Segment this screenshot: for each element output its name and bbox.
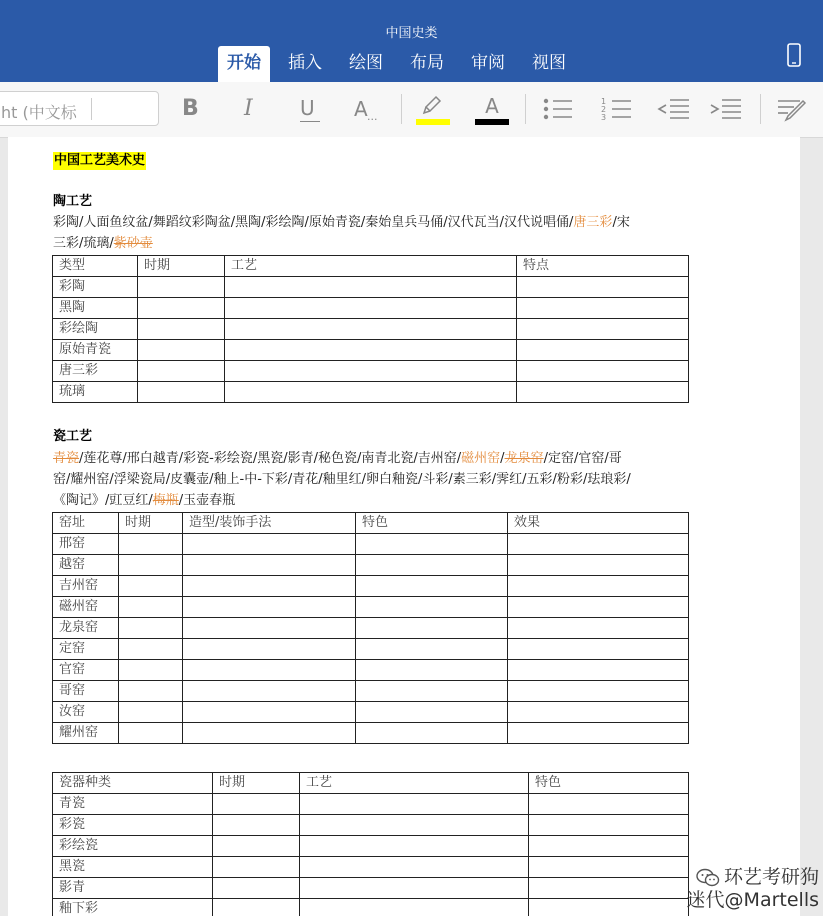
font-color-button[interactable] (475, 94, 509, 124)
table-cell (356, 555, 508, 576)
table-cell (183, 639, 356, 660)
porcelain-highlight: 磁州窑 (461, 451, 501, 466)
table-header-cell: 特色 (356, 513, 508, 534)
bold-button[interactable] (182, 94, 204, 124)
phone-view-icon[interactable] (787, 43, 801, 67)
table-cell (213, 878, 300, 899)
table-row (53, 639, 689, 660)
table-cell (138, 382, 225, 403)
toolbar-divider (525, 94, 526, 124)
font-color-swatch (475, 119, 509, 125)
table-cell (119, 660, 183, 681)
table-row (53, 361, 689, 382)
table-cell (356, 681, 508, 702)
table-cell (517, 298, 689, 319)
table-cell (119, 639, 183, 660)
ribbon-header (0, 0, 823, 82)
toolbar-divider (760, 94, 761, 124)
table-cell (138, 319, 225, 340)
porcelain-text: /莲花尊/邢白越青/彩瓷-彩绘瓷/黑瓷/影青/秘色瓷/南青北瓷/吉州窑/ (79, 451, 462, 466)
table-cell: 釉下彩 (53, 899, 213, 916)
table-cell (300, 836, 529, 857)
table-cell: 越窑 (53, 555, 119, 576)
table-cell (119, 555, 183, 576)
table-header-row (53, 256, 689, 277)
svg-text:3: 3 (601, 113, 607, 122)
table-row (53, 660, 689, 681)
numbered-list-button[interactable] (600, 94, 632, 124)
table-header-cell: 时期 (138, 256, 225, 277)
table-cell (183, 618, 356, 639)
table-header-cell: 特点 (517, 256, 689, 277)
table-cell (517, 319, 689, 340)
bold-icon: B (182, 96, 199, 121)
porcelain-line-1 (53, 448, 693, 469)
porcelain-type-table (52, 772, 689, 916)
table-row (53, 319, 689, 340)
pottery-highlight: 唐三彩 (573, 215, 613, 230)
pottery-text: 彩陶/人面鱼纹盆/舞蹈纹彩陶盆/黑陶/彩绘陶/原始青瓷/秦始皇兵马俑/汉代瓦当/汉代说唱俑/ (53, 215, 574, 230)
porcelain-slash: / (500, 451, 505, 466)
table-cell (529, 836, 689, 857)
table-row (53, 277, 689, 298)
table-row (53, 340, 689, 361)
table-cell (356, 660, 508, 681)
table-cell: 彩绘瓷 (53, 836, 213, 857)
document-page[interactable] (8, 137, 800, 916)
table-header-cell: 时期 (213, 773, 300, 794)
table-header-cell: 窑址 (53, 513, 119, 534)
table-cell (517, 361, 689, 382)
table-row (53, 702, 689, 723)
table-row (53, 298, 689, 319)
table-cell (213, 899, 300, 916)
table-cell: 黑陶 (53, 298, 138, 319)
table-cell (225, 382, 517, 403)
table-cell (225, 361, 517, 382)
pottery-text-2: 三彩/琉璃/ (53, 236, 114, 251)
bullet-list-button[interactable] (541, 94, 573, 124)
watermark-author: 环艺考研狗 (723, 866, 819, 888)
table-cell (183, 660, 356, 681)
font-name-field[interactable] (0, 91, 159, 126)
tab-view[interactable]: 视图 (532, 53, 566, 73)
table-cell (119, 618, 183, 639)
tab-insert[interactable]: 插入 (288, 53, 322, 73)
porcelain-text-3-end: /玉壶春瓶 (178, 493, 236, 508)
decrease-indent-button[interactable] (656, 94, 690, 124)
watermark (687, 866, 819, 912)
tab-review[interactable]: 审阅 (471, 53, 505, 73)
table-cell: 原始青瓷 (53, 340, 138, 361)
table-cell: 哥窑 (53, 681, 119, 702)
highlight-color-swatch (416, 119, 450, 125)
table-cell (213, 836, 300, 857)
table-cell (119, 597, 183, 618)
table-cell: 定窑 (53, 639, 119, 660)
table-cell (356, 723, 508, 744)
table-cell (138, 298, 225, 319)
table-cell (119, 681, 183, 702)
text-effects-icon: A (354, 97, 368, 121)
table-cell (300, 878, 529, 899)
table-header-cell: 工艺 (225, 256, 517, 277)
table-cell (225, 319, 517, 340)
table-cell (508, 576, 689, 597)
table-cell (183, 555, 356, 576)
tab-draw[interactable]: 绘图 (349, 53, 383, 73)
underline-icon: U (300, 94, 320, 122)
table-cell: 黑瓷 (53, 857, 213, 878)
table-cell (517, 382, 689, 403)
table-cell (300, 857, 529, 878)
document-heading: 中国工艺美术史 (54, 153, 146, 168)
table-cell (119, 723, 183, 744)
table-row (53, 899, 689, 916)
table-header-cell: 特色 (529, 773, 689, 794)
pottery-line-1 (53, 212, 693, 233)
pottery-strikethrough: 紫砂壶 (113, 236, 153, 251)
italic-icon: I (244, 96, 253, 121)
table-header-cell: 工艺 (300, 773, 529, 794)
tab-layout[interactable]: 布局 (410, 53, 444, 73)
watermark-line-2: 迷代@Martells (686, 889, 819, 911)
table-cell (529, 794, 689, 815)
table-cell (517, 277, 689, 298)
table-cell (508, 681, 689, 702)
table-cell (356, 597, 508, 618)
table-cell (356, 534, 508, 555)
table-header-row (53, 513, 689, 534)
table-cell: 磁州窑 (53, 597, 119, 618)
bullet-list-icon (541, 94, 573, 124)
table-row (53, 794, 689, 815)
tab-home[interactable]: 开始 (218, 46, 270, 82)
table-cell (183, 723, 356, 744)
table-row (53, 857, 689, 878)
table-cell (529, 878, 689, 899)
table-cell: 吉州窑 (53, 576, 119, 597)
table-cell (356, 702, 508, 723)
svg-text:2: 2 (601, 105, 607, 114)
table-cell (356, 618, 508, 639)
table-header-cell: 时期 (119, 513, 183, 534)
porcelain-paragraph (53, 448, 693, 511)
table-cell (508, 723, 689, 744)
table-cell (508, 597, 689, 618)
increase-indent-icon (708, 94, 742, 124)
pottery-line-2 (53, 233, 693, 254)
table-cell (517, 340, 689, 361)
table-header-cell: 效果 (508, 513, 689, 534)
porcelain-strikethrough-2: 龙泉窑 (504, 451, 544, 466)
table-cell (119, 534, 183, 555)
table-cell (183, 576, 356, 597)
table-row (53, 681, 689, 702)
font-name-value: ht (中文标 (1, 103, 77, 122)
numbered-list-icon (600, 94, 632, 124)
increase-indent-button[interactable] (708, 94, 742, 124)
styles-pen-icon (776, 94, 808, 124)
text-effects-button[interactable] (354, 94, 382, 124)
table-cell (119, 576, 183, 597)
table-row (53, 878, 689, 899)
table-cell (529, 899, 689, 916)
table-cell (300, 794, 529, 815)
table-row (53, 576, 689, 597)
table-cell (356, 576, 508, 597)
decrease-indent-icon (656, 94, 690, 124)
table-cell (225, 298, 517, 319)
wechat-icon (696, 868, 720, 888)
table-header-row (53, 773, 689, 794)
table-row (53, 534, 689, 555)
table-row (53, 382, 689, 403)
table-cell (529, 815, 689, 836)
porcelain-strikethrough-3: 梅瓶 (152, 493, 179, 508)
table-cell: 彩陶 (53, 277, 138, 298)
table-header-cell: 类型 (53, 256, 138, 277)
table-cell (508, 660, 689, 681)
table-cell: 汝窑 (53, 702, 119, 723)
document-title: 中国史类 (385, 26, 438, 41)
table-cell (119, 702, 183, 723)
table-cell (300, 815, 529, 836)
table-cell (356, 639, 508, 660)
table-cell (508, 618, 689, 639)
table-cell (138, 340, 225, 361)
table-cell (183, 702, 356, 723)
font-field-divider (91, 98, 92, 120)
table-cell (225, 277, 517, 298)
table-cell: 龙泉窑 (53, 618, 119, 639)
table-header-cell: 造型/装饰手法 (183, 513, 356, 534)
table-row (53, 618, 689, 639)
table-cell: 琉璃 (53, 382, 138, 403)
table-cell (508, 702, 689, 723)
table-cell (138, 361, 225, 382)
table-cell: 影青 (53, 878, 213, 899)
formatting-toolbar (0, 82, 823, 138)
document-canvas[interactable] (0, 137, 823, 916)
font-color-icon: A (485, 94, 499, 118)
table-cell (508, 555, 689, 576)
section-title-porcelain: 瓷工艺 (53, 429, 93, 444)
table-cell (508, 639, 689, 660)
table-cell (183, 681, 356, 702)
underline-button[interactable] (300, 94, 320, 124)
table-cell: 邢窑 (53, 534, 119, 555)
ribbon-tabs (218, 46, 584, 82)
porcelain-text-end: /定窑/官窑/哥 (543, 451, 622, 466)
table-row (53, 723, 689, 744)
pottery-table (52, 255, 689, 403)
table-header-cell: 瓷器种类 (53, 773, 213, 794)
porcelain-text-3: 《陶记》/豇豆红/ (53, 493, 153, 508)
table-cell: 唐三彩 (53, 361, 138, 382)
porcelain-line-3 (53, 490, 693, 511)
table-cell: 彩绘陶 (53, 319, 138, 340)
table-cell (183, 534, 356, 555)
table-cell: 耀州窑 (53, 723, 119, 744)
table-row (53, 815, 689, 836)
porcelain-strikethrough: 青瓷 (53, 451, 80, 466)
watermark-line-1 (687, 866, 819, 889)
table-cell: 彩瓷 (53, 815, 213, 836)
table-cell (138, 277, 225, 298)
highlight-button[interactable] (416, 94, 450, 124)
table-row (53, 555, 689, 576)
porcelain-line-2: 窑/耀州窑/浮梁瓷局/皮囊壶/釉上-中-下彩/青花/釉里红/卵白釉瓷/斗彩/素三彩/霁红/五彩/粉彩/珐琅彩/ (53, 472, 631, 487)
table-row (53, 597, 689, 618)
italic-button[interactable] (244, 94, 260, 124)
kiln-table (52, 512, 689, 744)
text-effects-dots: ··· (367, 113, 378, 126)
table-cell (529, 857, 689, 878)
styles-button[interactable] (776, 94, 808, 124)
section-title-pottery: 陶工艺 (53, 194, 93, 209)
table-cell (213, 815, 300, 836)
table-cell (300, 899, 529, 916)
table-cell (213, 794, 300, 815)
table-cell (225, 340, 517, 361)
table-cell (508, 534, 689, 555)
table-cell (183, 597, 356, 618)
pottery-text-end: /宋 (612, 215, 630, 230)
svg-text:1: 1 (601, 97, 607, 106)
table-cell (213, 857, 300, 878)
table-cell: 青瓷 (53, 794, 213, 815)
toolbar-divider (401, 94, 402, 124)
table-row (53, 836, 689, 857)
pottery-paragraph (53, 212, 693, 254)
table-cell: 官窑 (53, 660, 119, 681)
